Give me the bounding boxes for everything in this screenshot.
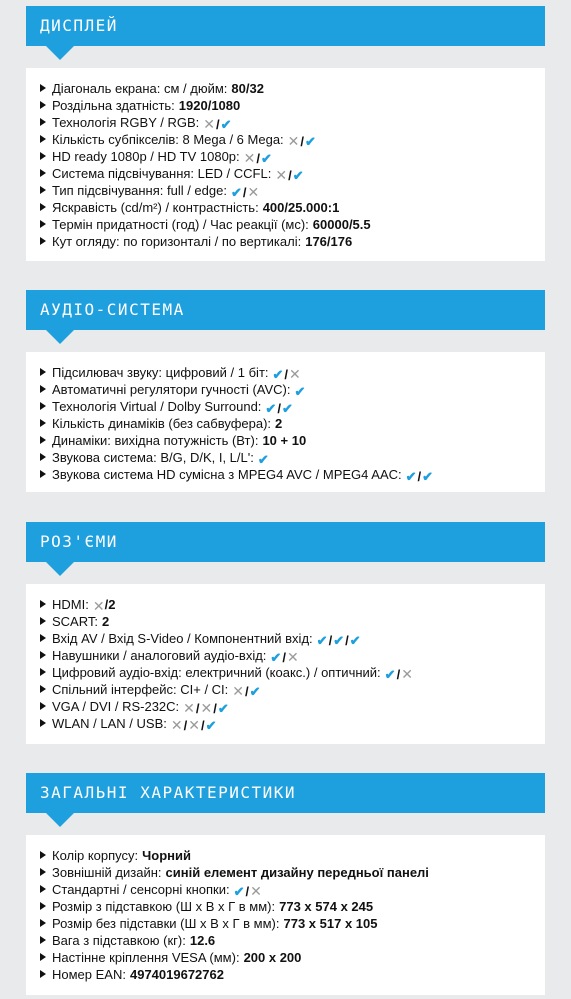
cross-icon: ✕ — [203, 115, 215, 132]
cross-icon: ✕ — [92, 597, 105, 614]
spec-row — [40, 966, 545, 983]
mark-separator: / — [277, 400, 281, 416]
spec-marks — [258, 450, 269, 468]
bullet-icon — [40, 237, 46, 245]
mark-separator: / — [282, 649, 286, 665]
section-title: АУДІО-СИСТЕМА — [26, 290, 545, 330]
bullet-icon — [40, 453, 46, 461]
spec-label: Розмір з підставкою (Ш x В x Г в мм): — [52, 899, 276, 914]
check-icon: ✔ — [272, 366, 284, 382]
spec-marks — [288, 132, 316, 150]
bullet-icon — [40, 135, 46, 143]
spec-row — [40, 466, 545, 483]
spec-label: Цифровий аудіо-вхід: електричний (коакс.) / оптичний: — [52, 665, 381, 680]
spec-value: 4974019672762 — [129, 967, 224, 982]
spec-value: 2 — [102, 614, 110, 629]
spec-label: Звукова система HD сумісна з MPEG4 AVC / MPEG4 AAC: — [52, 467, 402, 482]
spec-row — [40, 698, 545, 715]
spec-row — [40, 932, 545, 949]
spec-label: VGA / DVI / RS-232C: — [52, 699, 180, 714]
spec-label: Колір корпусу: — [52, 848, 139, 863]
spec-label: Звукова система: B/G, D/K, I, L/L': — [52, 450, 254, 465]
section-audio — [26, 290, 545, 484]
check-icon: ✔ — [294, 383, 306, 399]
spec-list — [26, 68, 545, 261]
cross-icon: ✕ — [287, 132, 300, 149]
spec-label: Зовнішній дизайн: — [52, 865, 162, 880]
cross-icon: ✕ — [188, 716, 200, 733]
cross-icon: ✕ — [183, 699, 195, 716]
mark-separator: / — [242, 184, 247, 200]
bullet-icon — [40, 868, 46, 876]
spec-marks — [203, 115, 231, 133]
bullet-icon — [40, 203, 46, 211]
bullet-icon — [40, 152, 46, 160]
cross-icon: ✕ — [170, 716, 183, 733]
spec-label: Кут огляду: по горизонталі / по вертикалі: — [52, 234, 302, 249]
mark-separator: / — [200, 717, 205, 733]
spec-marks — [171, 716, 217, 734]
spec-label: Вага з підставкою (кг): — [52, 933, 186, 948]
check-icon: ✔ — [281, 400, 293, 416]
cross-icon: ✕ — [232, 682, 245, 699]
cross-icon: ✕ — [401, 665, 413, 682]
mark-separator: / — [300, 133, 305, 149]
spec-label: Стандартні / сенсорні кнопки: — [52, 882, 230, 897]
spec-marks — [234, 882, 262, 900]
mark-separator: / — [396, 666, 401, 682]
spec-row — [40, 715, 545, 732]
spec-row — [40, 114, 545, 131]
spec-label: Технологія RGBY / RGB: — [52, 115, 200, 130]
check-icon: ✔ — [265, 400, 277, 416]
bullet-icon — [40, 685, 46, 693]
bullet-icon — [40, 617, 46, 625]
bullet-icon — [40, 419, 46, 427]
spec-row — [40, 216, 545, 233]
bullet-icon — [40, 885, 46, 893]
bullet-icon — [40, 936, 46, 944]
section-general — [26, 773, 545, 982]
cross-icon: ✕ — [289, 365, 301, 382]
spec-row — [40, 398, 545, 415]
bullet-icon — [40, 851, 46, 859]
spec-row — [40, 915, 545, 932]
check-icon: ✔ — [230, 184, 242, 200]
check-icon: ✔ — [305, 133, 316, 149]
spec-row — [40, 613, 545, 630]
spec-marks — [270, 648, 298, 666]
spec-label: Автоматичні регулятори гучності (AVC): — [52, 382, 291, 397]
check-icon: ✔ — [422, 468, 434, 484]
spec-row — [40, 898, 545, 915]
spec-row — [40, 131, 545, 148]
check-icon: ✔ — [257, 451, 269, 467]
check-icon: ✔ — [233, 883, 245, 899]
spec-row — [40, 881, 545, 898]
spec-value: 60000/5.5 — [312, 217, 371, 232]
mark-separator: / — [183, 717, 188, 733]
cross-icon: ✕ — [200, 699, 213, 716]
spec-row — [40, 80, 545, 97]
spec-label: Технологія Virtual / Dolby Surround: — [52, 399, 262, 414]
bullet-icon — [40, 902, 46, 910]
spec-value: Чорний — [142, 848, 191, 863]
spec-label: Термін придатності (год) / Час реакції (мс): — [52, 217, 309, 232]
mark-separator: / — [256, 150, 261, 166]
bullet-icon — [40, 436, 46, 444]
check-icon: ✔ — [249, 683, 261, 699]
spec-marks — [385, 665, 413, 683]
check-icon: ✔ — [316, 632, 328, 648]
spec-row — [40, 630, 545, 647]
spec-row — [40, 847, 545, 864]
bullet-icon — [40, 668, 46, 676]
spec-marks — [265, 399, 292, 417]
spec-row — [40, 647, 545, 664]
mark-separator: / — [284, 366, 289, 382]
check-icon: ✔ — [261, 150, 272, 166]
spec-list — [26, 584, 545, 744]
check-icon: ✔ — [270, 649, 282, 665]
bullet-icon — [40, 220, 46, 228]
spec-value: 773 x 517 x 105 — [283, 916, 378, 931]
mark-separator: / — [328, 632, 333, 648]
spec-row — [40, 864, 545, 881]
spec-marks — [183, 699, 229, 717]
spec-value: 773 x 574 x 245 — [279, 899, 374, 914]
mark-separator: / — [213, 700, 217, 716]
cross-icon: ✕ — [275, 166, 288, 183]
bullet-icon — [40, 970, 46, 978]
mark-separator: / — [245, 683, 249, 699]
spec-row — [40, 432, 545, 449]
check-icon: ✔ — [217, 700, 229, 716]
spec-row — [40, 949, 545, 966]
cross-icon: ✕ — [243, 149, 256, 166]
spec-marks — [231, 183, 259, 201]
cross-icon: ✕ — [286, 648, 299, 665]
spec-row — [40, 664, 545, 681]
spec-value: 400/25.000:1 — [262, 200, 340, 215]
spec-value: 80/32 — [231, 81, 264, 96]
spec-label: Роздільна здатність: — [52, 98, 175, 113]
section-title: РОЗ'ЄМИ — [26, 522, 545, 562]
spec-label: Розмір без підставки (Ш x В x Г в мм): — [52, 916, 280, 931]
bullet-icon — [40, 169, 46, 177]
spec-label: Вхід AV / Вхід S-Video / Компонентний вхід: — [52, 631, 313, 646]
mark-separator: / — [245, 883, 250, 899]
spec-label: SCART: — [52, 614, 98, 629]
bullet-icon — [40, 600, 46, 608]
bullet-icon — [40, 719, 46, 727]
spec-row — [40, 449, 545, 466]
check-icon: ✔ — [333, 632, 345, 648]
spec-label: Настінне кріплення VESA (мм): — [52, 950, 240, 965]
spec-label: Діагональ екрана: см / дюйм: — [52, 81, 228, 96]
spec-value: 12.6 — [189, 933, 216, 948]
bullet-icon — [40, 651, 46, 659]
cross-icon: ✕ — [247, 183, 260, 200]
spec-marks — [273, 365, 301, 383]
spec-value: синій елемент дизайну передньої панелі — [165, 865, 429, 880]
spec-row — [40, 681, 545, 698]
spec-label: WLAN / LAN / USB: — [52, 716, 167, 731]
check-icon: ✔ — [405, 468, 417, 484]
mark-separator: / — [288, 167, 292, 183]
bullet-icon — [40, 368, 46, 376]
bullet-icon — [40, 186, 46, 194]
spec-row — [40, 148, 545, 165]
spec-value: 176/176 — [305, 234, 353, 249]
cross-icon: ✕ — [250, 882, 262, 899]
spec-label: Спільний інтерфейс: CI+ / CI: — [52, 682, 229, 697]
check-icon: ✔ — [205, 717, 217, 733]
bullet-icon — [40, 470, 46, 478]
spec-label: Яскравість (cd/m²) / контрастність: — [52, 200, 259, 215]
spec-row — [40, 97, 545, 114]
bullet-icon — [40, 118, 46, 126]
section-title: ЗАГАЛЬНІ ХАРАКТЕРИСТИКИ — [26, 773, 545, 813]
spec-label: Кількість динаміків (без сабвуфера): — [52, 416, 272, 431]
bullet-icon — [40, 702, 46, 710]
bullet-icon — [40, 84, 46, 92]
spec-marks — [93, 597, 105, 615]
spec-row — [40, 199, 545, 216]
spec-list — [26, 835, 545, 995]
bullet-icon — [40, 385, 46, 393]
spec-value: 200 x 200 — [243, 950, 302, 965]
section-display — [26, 6, 545, 249]
spec-list — [26, 352, 545, 492]
spec-marks — [244, 149, 272, 167]
mark-separator: / — [195, 700, 200, 716]
spec-marks — [406, 467, 433, 485]
bullet-icon — [40, 919, 46, 927]
section-title: ДИСПЛЕЙ — [26, 6, 545, 46]
spec-row — [40, 415, 545, 432]
spec-label: Кількість субпікселів: 8 Mega / 6 Mega: — [52, 132, 284, 147]
spec-marks — [317, 631, 361, 649]
mark-separator: / — [345, 632, 349, 648]
spec-row — [40, 233, 545, 250]
spec-value: 1920/1080 — [178, 98, 241, 113]
spec-row — [40, 381, 545, 398]
bullet-icon — [40, 402, 46, 410]
check-icon: ✔ — [384, 666, 396, 682]
bullet-icon — [40, 101, 46, 109]
spec-label: HD ready 1080p / HD TV 1080p: — [52, 149, 240, 164]
section-connectors — [26, 522, 545, 733]
spec-marks — [232, 682, 260, 700]
mark-separator: / — [215, 116, 220, 132]
spec-row — [40, 165, 545, 182]
spec-label: Номер EAN: — [52, 967, 126, 982]
check-icon: ✔ — [349, 632, 361, 648]
spec-label: Навушники / аналоговий аудіо-вхід: — [52, 648, 267, 663]
spec-label: Підсилювач звуку: цифровий / 1 біт: — [52, 365, 269, 380]
check-icon: ✔ — [292, 167, 304, 183]
spec-marks — [294, 382, 305, 400]
spec-value: 2 — [275, 416, 283, 431]
spec-value: /2 — [104, 597, 116, 612]
spec-row — [40, 182, 545, 199]
spec-label: Тип підсвічування: full / edge: — [52, 183, 227, 198]
spec-label: HDMI: — [52, 597, 89, 612]
spec-value: 10 + 10 — [262, 433, 307, 448]
spec-marks — [275, 166, 303, 184]
check-icon: ✔ — [220, 116, 232, 132]
spec-row — [40, 596, 545, 613]
spec-label: Динаміки: вихідна потужність (Вт): — [52, 433, 259, 448]
spec-label: Система підсвічування: LED / CCFL: — [52, 166, 272, 181]
bullet-icon — [40, 634, 46, 642]
spec-row — [40, 364, 545, 381]
mark-separator: / — [417, 468, 422, 484]
bullet-icon — [40, 953, 46, 961]
